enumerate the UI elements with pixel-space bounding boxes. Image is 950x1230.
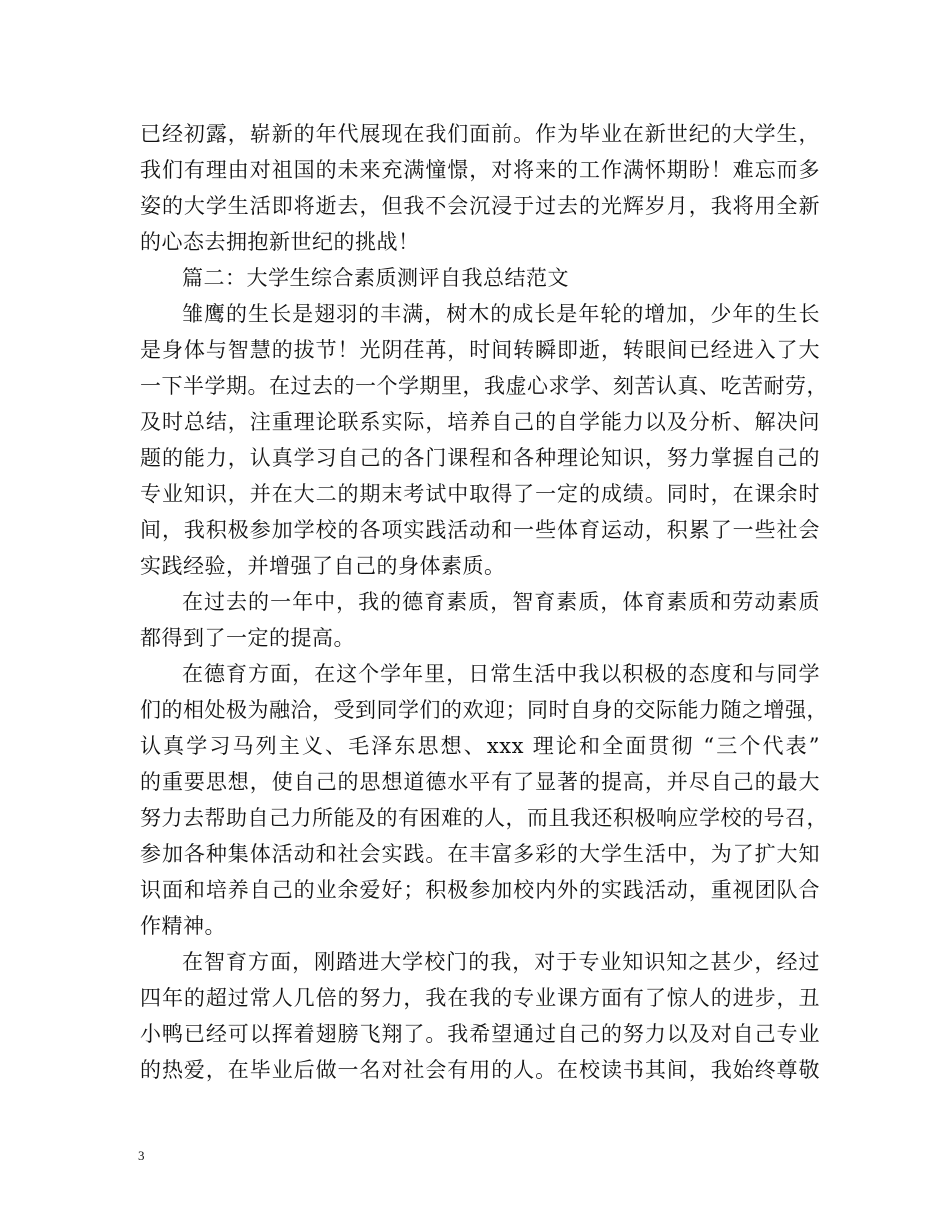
text-line: 认真学习马列主义、毛泽东思想、xxx 理论和全面贯彻 “三个代表” bbox=[140, 734, 820, 758]
text-line: 已经初露，崭新的年代展现在我们面前。作为毕业在新世纪的大学生， bbox=[140, 122, 820, 146]
text-line: 小鸭已经可以挥着翅膀飞翔了。我希望通过自己的努力以及对自己专业 bbox=[140, 1022, 820, 1046]
text-line: 作精神。 bbox=[140, 914, 226, 938]
text-line: 的热爱，在毕业后做一名对社会有用的人。在校读书其间，我始终尊敬 bbox=[140, 1058, 820, 1082]
document-body bbox=[140, 116, 828, 1088]
text-line: 努力去帮助自己力所能及的有困难的人，而且我还积极响应学校的号召， bbox=[140, 806, 828, 830]
text-line: 是身体与智慧的拔节！光阴荏苒，时间转瞬即逝，转眼间已经进入了大 bbox=[140, 338, 820, 362]
text-line: 实践经验，并增强了自己的身体素质。 bbox=[140, 554, 506, 578]
text-line: 识面和培养自己的业余爱好；积极参加校内外的实践活动，重视团队合 bbox=[140, 878, 820, 902]
text-line: 一下半学期。在过去的一个学期里，我虚心求学、刻苦认真、吃苦耐劳， bbox=[140, 374, 828, 398]
text-line: 专业知识，并在大二的期末考试中取得了一定的成绩。同时，在课余时 bbox=[140, 482, 820, 506]
text-line: 在过去的一年中，我的德育素质，智育素质，体育素质和劳动素质 bbox=[182, 590, 820, 614]
section-heading: 篇二：大学生综合素质测评自我总结范文 bbox=[182, 266, 569, 290]
text-line: 四年的超过常人几倍的努力，我在我的专业课方面有了惊人的进步，丑 bbox=[140, 986, 820, 1010]
text-line: 姿的大学生活即将逝去，但我不会沉浸于过去的光辉岁月，我将用全新 bbox=[140, 194, 820, 218]
text-line: 及时总结，注重理论联系实际，培养自己的自学能力以及分析、解决问 bbox=[140, 410, 820, 434]
text-line: 都得到了一定的提高。 bbox=[140, 626, 355, 650]
page-number: 3 bbox=[138, 1148, 145, 1163]
text-line: 们的相处极为融洽，受到同学们的欢迎；同时自身的交际能力随之增强， bbox=[140, 698, 828, 722]
text-line: 的重要思想，使自己的思想道德水平有了显著的提高，并尽自己的最大 bbox=[140, 770, 820, 794]
text-line: 的心态去拥抱新世纪的挑战！ bbox=[140, 230, 420, 254]
text-line: 在德育方面，在这个学年里，日常生活中我以积极的态度和与同学 bbox=[182, 662, 820, 686]
text-line: 我们有理由对祖国的未来充满憧憬，对将来的工作满怀期盼！难忘而多 bbox=[140, 158, 820, 182]
text-line: 题的能力，认真学习自己的各门课程和各种理论知识，努力掌握自己的 bbox=[140, 446, 820, 470]
text-line: 雏鹰的生长是翅羽的丰满，树木的成长是年轮的增加，少年的生长 bbox=[182, 302, 820, 326]
text-line: 参加各种集体活动和社会实践。在丰富多彩的大学生活中，为了扩大知 bbox=[140, 842, 820, 866]
text-line: 在智育方面，刚踏进大学校门的我，对于专业知识知之甚少，经过 bbox=[182, 950, 820, 974]
text-line: 间，我积极参加学校的各项实践活动和一些体育运动，积累了一些社会 bbox=[140, 518, 820, 542]
